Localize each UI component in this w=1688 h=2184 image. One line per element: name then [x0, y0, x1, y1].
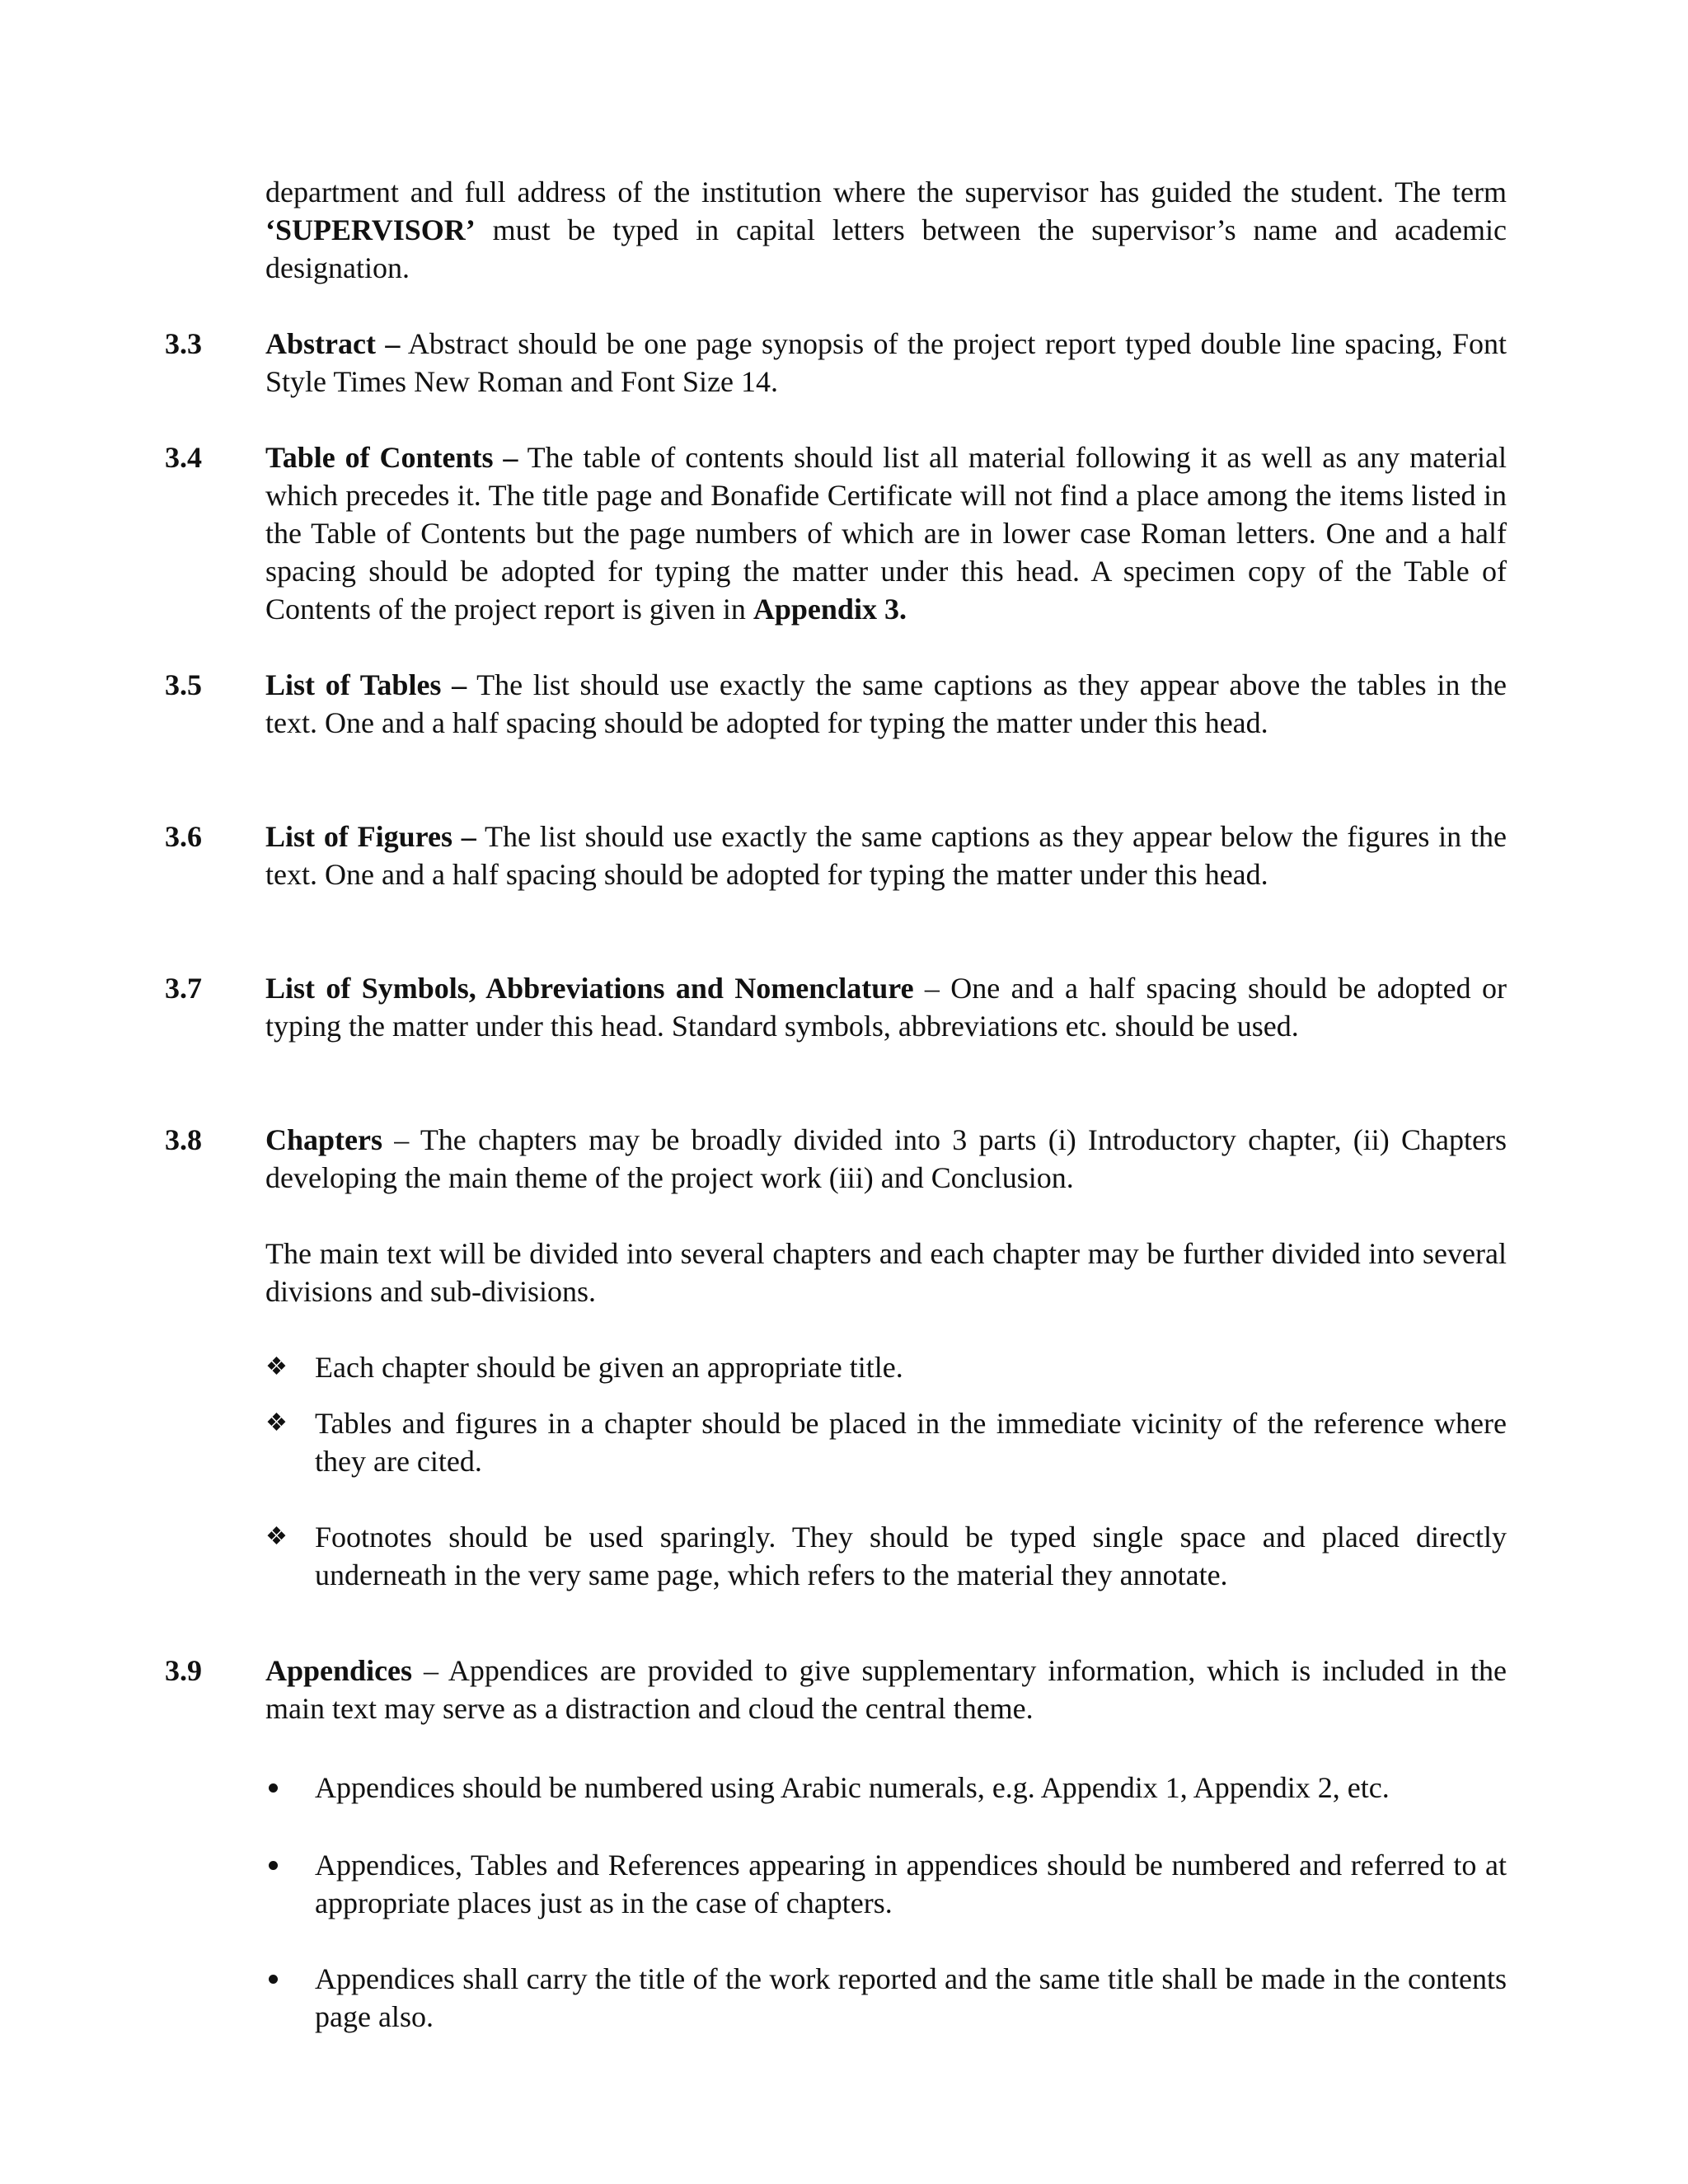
section-title: Appendices — [265, 1654, 413, 1687]
section-title: Table of Contents – — [265, 441, 518, 474]
dot-bullet-icon — [269, 1783, 278, 1793]
list-item-text: Appendices, Tables and References appearing in appendices should be numbered and referred to at appropriate places just as in the case of chapters. — [315, 1849, 1507, 1919]
section-title: Abstract – — [265, 327, 401, 360]
section-body — [265, 666, 1507, 742]
diamond-bullet-icon: ❖ — [265, 1523, 288, 1550]
list-item-text: Appendices shall carry the title of the work reported and the same title shall be made in the contents page also. — [315, 1962, 1507, 2033]
section-text: The table of contents should list all material following it as well as any material which precedes it. The title page and Bonafide Certificate will not find a place among the items listed in the Table of Contents but the page numbers of which are in lower case Roman letters. One and a half spacing should be adopted for typing the matter under this head. A specimen copy of the Table of Contents of the project report is given in — [265, 441, 1507, 626]
section-number: 3.7 — [165, 972, 202, 1005]
dot-bullet-icon — [269, 1861, 278, 1870]
section-number: 3.4 — [165, 441, 202, 474]
section-text: – One and a half spacing should be adopted or typing the matter under this head. Standard symbols, abbreviations etc. should be used. — [265, 972, 1507, 1043]
intro-paragraph — [265, 173, 1507, 287]
section-number: 3.8 — [165, 1123, 202, 1156]
intro-bold-term: ‘SUPERVISOR’ — [265, 213, 476, 246]
section-body — [265, 969, 1507, 1045]
section-number: 3.5 — [165, 668, 202, 701]
section-number: 3.9 — [165, 1654, 202, 1687]
list-item-text: Each chapter should be given an appropriate title. — [315, 1351, 903, 1384]
section-body — [265, 325, 1507, 401]
intro-text-1: department and full address of the institution where the supervisor has guided the student. The term — [265, 176, 1507, 209]
diamond-bullet-icon: ❖ — [265, 1409, 288, 1436]
section-title: Chapters — [265, 1123, 382, 1156]
list-item-text: Appendices should be numbered using Arabic numerals, e.g. Appendix 1, Appendix 2, etc. — [315, 1771, 1390, 1804]
chapters-paragraph: The main text will be divided into several chapters and each chapter may be further divided into several divisions and sub-divisions. — [265, 1237, 1507, 1308]
section-text: The list should use exactly the same captions as they appear above the tables in the text. One and a half spacing should be adopted for typing the matter under this head. — [265, 668, 1507, 739]
list-item-text: Footnotes should be used sparingly. They should be typed single space and placed directly underneath in the very same page, which refers to the material they annotate. — [315, 1521, 1507, 1591]
list-item-text: Tables and figures in a chapter should be placed in the immediate vicinity of the reference where they are cited. — [315, 1407, 1507, 1478]
section-body — [265, 818, 1507, 893]
section-body — [265, 1652, 1507, 1727]
diamond-bullet-icon: ❖ — [265, 1353, 288, 1380]
section-text: Abstract should be one page synopsis of the project report typed double line spacing, Font Style Times New Roman and Font Size 14. — [265, 327, 1507, 398]
section-body — [265, 438, 1507, 628]
section-text: – Appendices are provided to give supplementary information, which is included in the main text may serve as a distraction and cloud the central theme. — [265, 1654, 1507, 1725]
section-title: List of Figures – — [265, 820, 476, 853]
section-number: 3.6 — [165, 820, 202, 853]
appendix-reference: Appendix 3. — [753, 593, 907, 626]
section-number: 3.3 — [165, 327, 202, 360]
section-title: List of Tables – — [265, 668, 467, 701]
section-body — [265, 1121, 1507, 1197]
section-text: – The chapters may be broadly divided into 3 parts (i) Introductory chapter, (ii) Chapters developing the main theme of the project work (iii) and Conclusion. — [265, 1123, 1507, 1194]
section-title: List of Symbols, Abbreviations and Nomenclature — [265, 972, 914, 1005]
dot-bullet-icon — [269, 1975, 278, 1984]
intro-text-2: must be typed in capital letters between the supervisor’s name and academic designation. — [265, 213, 1507, 284]
section-text: The list should use exactly the same captions as they appear below the figures in the text. One and a half spacing should be adopted for typing the matter under this head. — [265, 820, 1507, 891]
